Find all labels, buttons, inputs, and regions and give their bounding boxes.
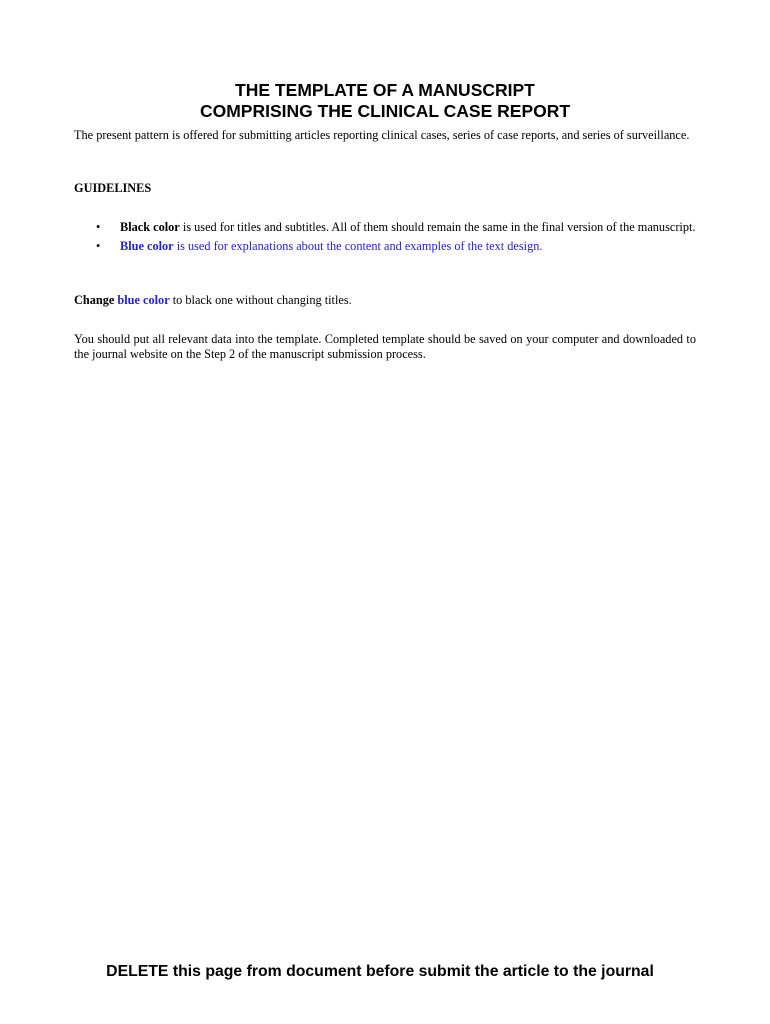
submission-note: You should put all relevant data into the template. Completed template should be saved on your computer and downloaded to the journal website on the Step 2 of the manuscript submission process. [74,332,696,361]
change-instruction [74,293,696,308]
delete-page-notice: DELETE this page from document before submit the article to the journal [106,963,654,980]
document-title [74,80,696,122]
title-line-1: THE TEMPLATE OF A MANUSCRIPT [235,80,535,100]
black-color-label: Black color [120,220,180,234]
black-color-description: is used for titles and subtitles. All of them should remain the same in the final version of the manuscript. [179,220,696,234]
list-item [74,220,696,235]
blue-color-label: Blue color [120,239,174,253]
list-item [74,239,696,254]
bullet-icon: • [96,220,101,234]
change-label: Change [74,293,115,307]
guidelines-list [74,220,696,258]
intro-paragraph: The present pattern is offered for submitting articles reporting clinical cases, series of case reports, and series of surveillance. [74,128,690,142]
change-text: to black one without changing titles. [169,293,352,307]
blue-color-inline: blue color [117,293,170,307]
blue-color-description: is used for explanations about the content and examples of the text design. [173,239,543,253]
title-line-2: COMPRISING THE CLINICAL CASE REPORT [199,101,571,121]
bullet-icon: • [96,239,101,253]
guidelines-heading: GUIDELINES [74,181,152,195]
